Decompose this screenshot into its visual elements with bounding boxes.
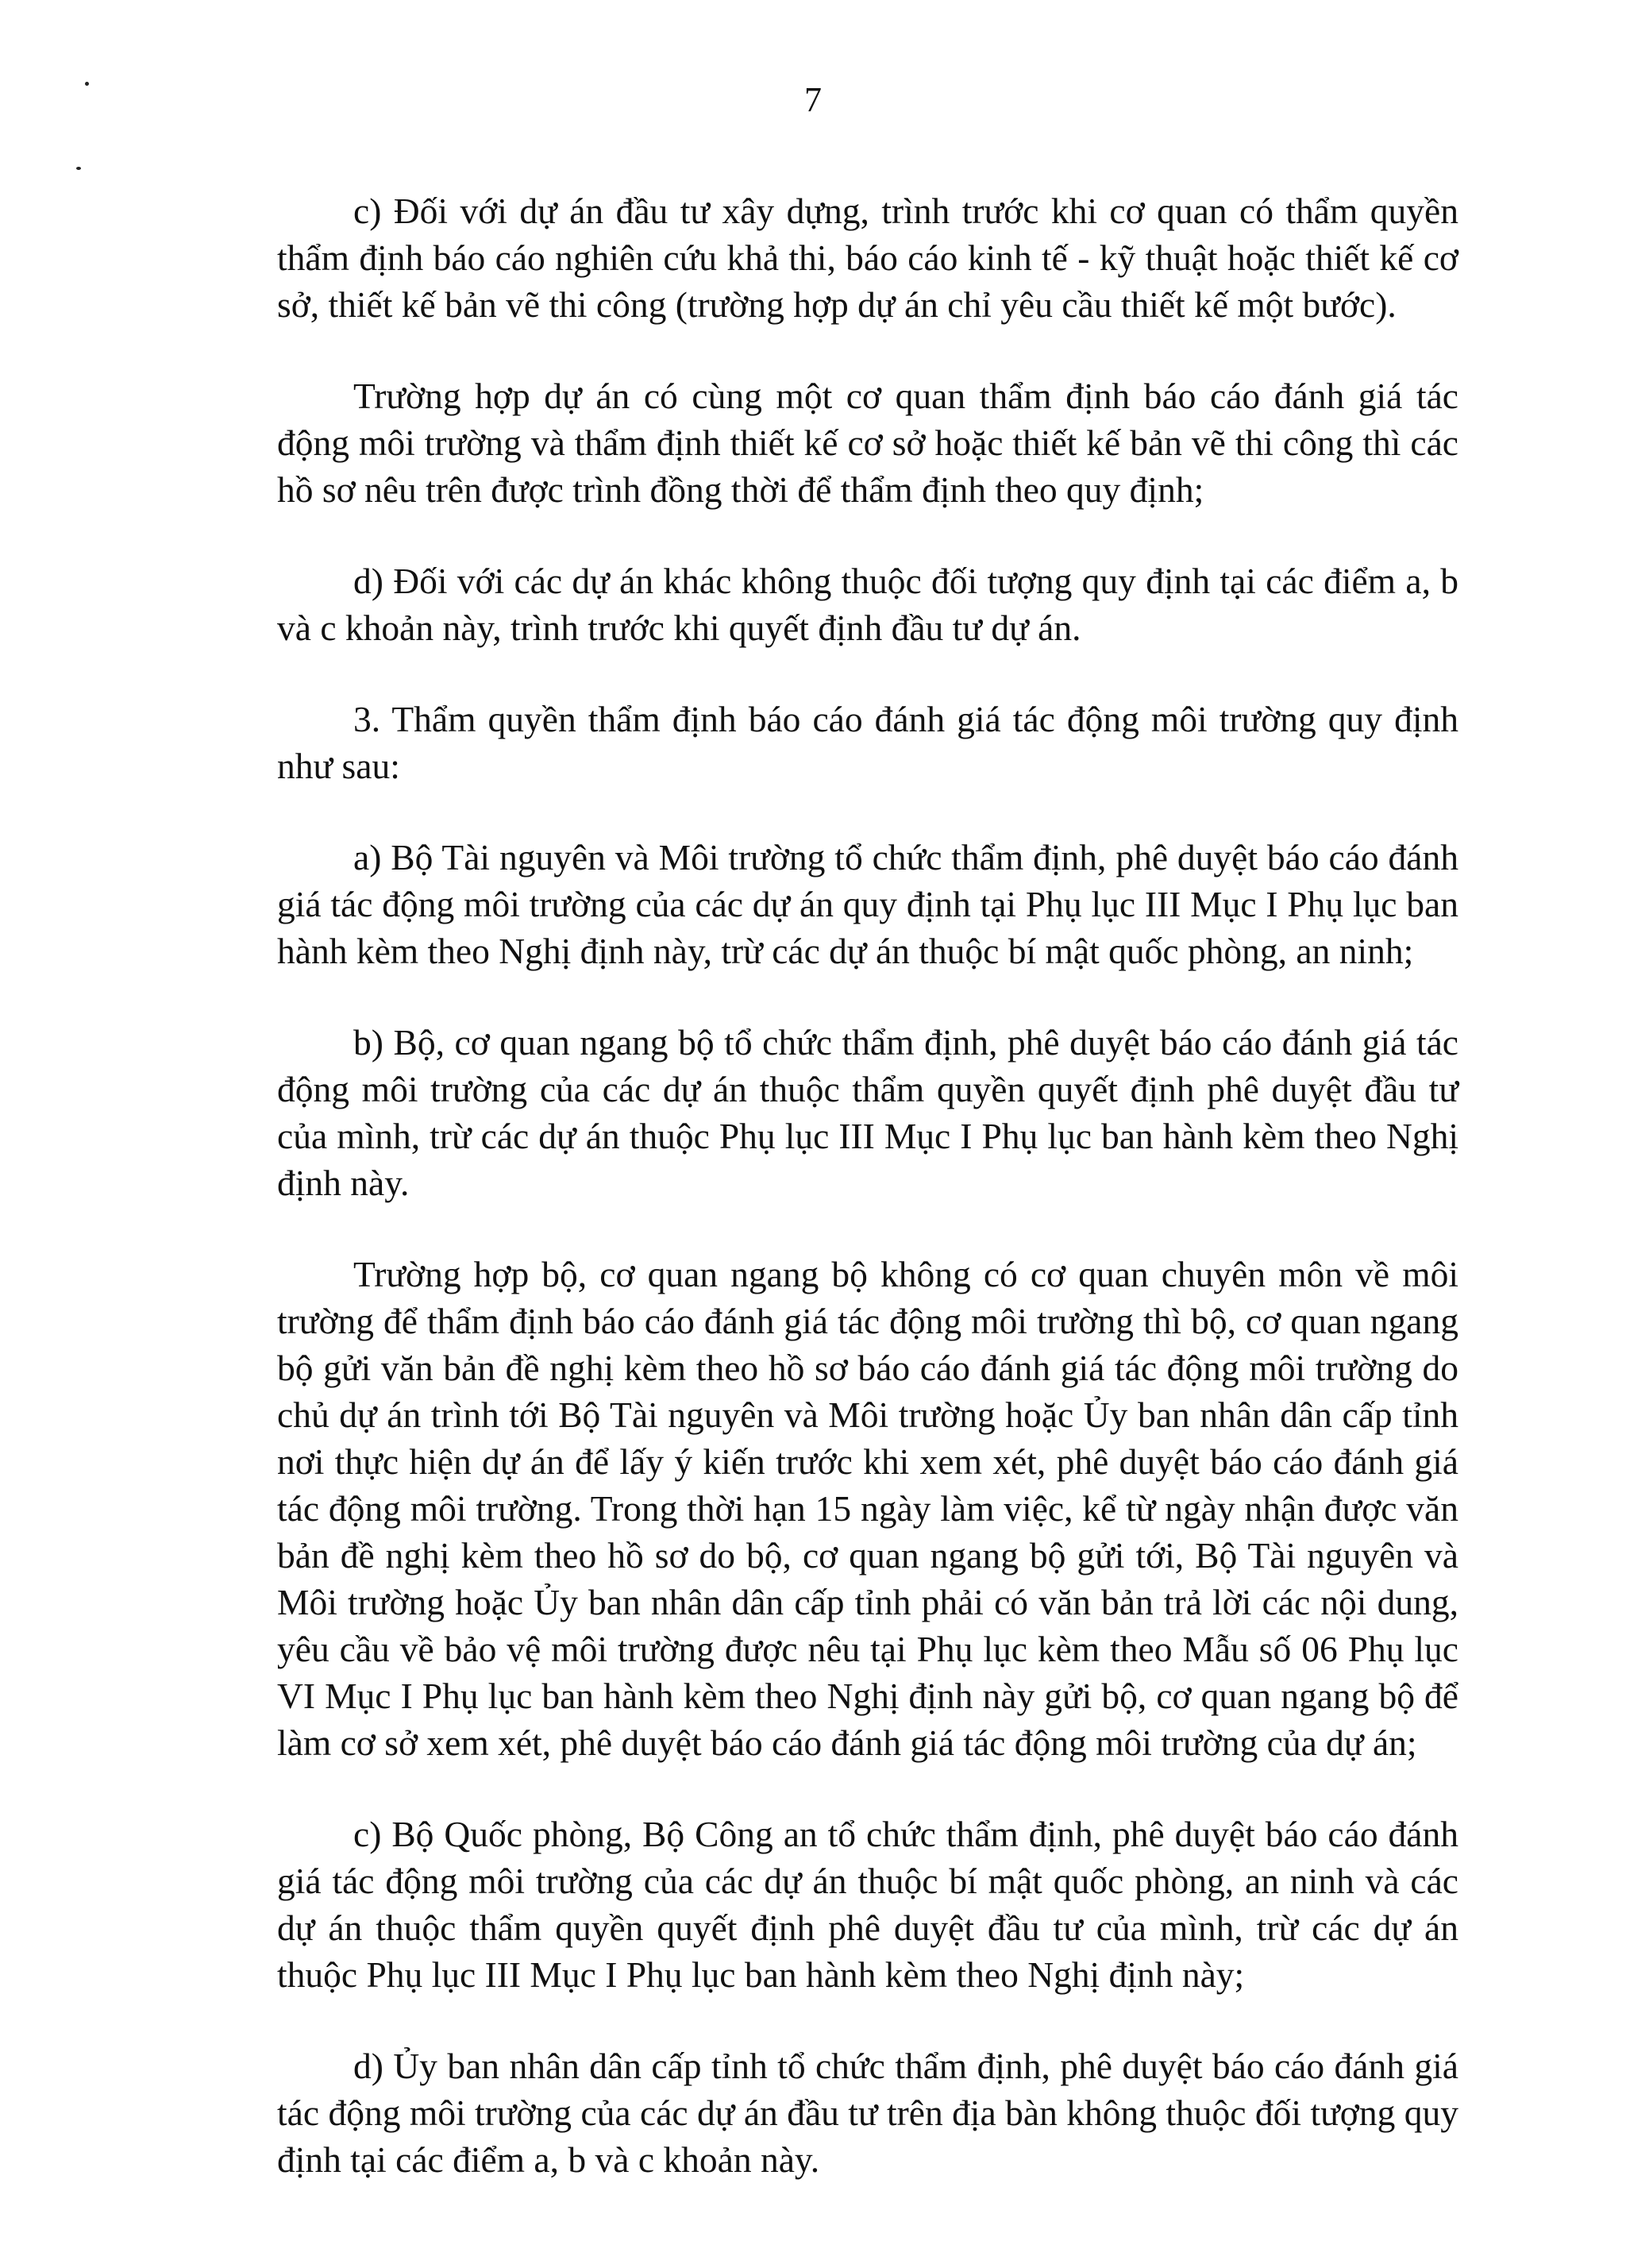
paragraph-3b: b) Bộ, cơ quan ngang bộ tổ chức thẩm định, phê duyệt báo cáo đánh giá tác động môi trường của các dự án thuộc thẩm quyền quyết định phê duyệt đầu tư của mình, trừ các dự án thuộc Phụ lục III Mục I Phụ lục ban hành kèm theo Nghị định này. xyxy=(277,1022,1458,1203)
scan-speck xyxy=(85,82,89,86)
paragraph-3d: d) Ủy ban nhân dân cấp tỉnh tổ chức thẩm định, phê duyệt báo cáo đánh giá tác động môi trường của các dự án đầu tư trên địa bàn không thuộc đối tượng quy định tại các điểm a, b và c khoản này. xyxy=(277,2046,1458,2180)
paragraph-2d: d) Đối với các dự án khác không thuộc đối tượng quy định tại các điểm a, b và c khoản này, trình trước khi quyết định đầu tư dự án. xyxy=(277,561,1458,648)
document-body xyxy=(277,187,1458,2183)
paragraph-2c-note: Trường hợp dự án có cùng một cơ quan thẩm định báo cáo đánh giá tác động môi trường và thẩm định thiết kế cơ sở hoặc thiết kế bản vẽ thi công thì các hồ sơ nêu trên được trình đồng thời để thẩm định theo quy định; xyxy=(277,376,1458,510)
paragraph-3c: c) Bộ Quốc phòng, Bộ Công an tổ chức thẩm định, phê duyệt báo cáo đánh giá tác động môi trường của các dự án thuộc bí mật quốc phòng, an ninh và các dự án thuộc thẩm quyền quyết định phê duyệt đầu tư của mình, trừ các dự án thuộc Phụ lục III Mục I Phụ lục ban hành kèm theo Nghị định này; xyxy=(277,1814,1458,1995)
paragraph-3a: a) Bộ Tài nguyên và Môi trường tổ chức thẩm định, phê duyệt báo cáo đánh giá tác động môi trường của các dự án quy định tại Phụ lục III Mục I Phụ lục ban hành kèm theo Nghị định này, trừ các dự án thuộc bí mật quốc phòng, an ninh; xyxy=(277,837,1458,971)
paragraph-2c: c) Đối với dự án đầu tư xây dựng, trình trước khi cơ quan có thẩm quyền thẩm định báo cáo nghiên cứu khả thi, báo cáo kinh tế - kỹ thuật hoặc thiết kế cơ sở, thiết kế bản vẽ thi công (trường hợp dự án chỉ yêu cầu thiết kế một bước). xyxy=(277,191,1458,325)
scan-speck xyxy=(76,167,81,170)
paragraph-3: 3. Thẩm quyền thẩm định báo cáo đánh giá tác động môi trường quy định như sau: xyxy=(277,699,1458,786)
paragraph-3b-note: Trường hợp bộ, cơ quan ngang bộ không có cơ quan chuyên môn về môi trường để thẩm định báo cáo đánh giá tác động môi trường thì bộ, cơ quan ngang bộ gửi văn bản đề nghị kèm theo hồ sơ báo cáo đánh giá tác động môi trường do chủ dự án trình tới Bộ Tài nguyên và Môi trường hoặc Ủy ban nhân dân cấp tỉnh nơi thực hiện dự án để lấy ý kiến trước khi xem xét, phê duyệt báo cáo đánh giá tác động môi trường. Trong thời hạn 15 ngày làm việc, kể từ ngày nhận được văn bản đề nghị kèm theo hồ sơ do bộ, cơ quan ngang bộ gửi tới, Bộ Tài nguyên và Môi trường hoặc Ủy ban nhân dân cấp tỉnh phải có văn bản trả lời các nội dung, yêu cầu về bảo vệ môi trường được nêu tại Phụ lục kèm theo Mẫu số 06 Phụ lục VI Mục I Phụ lục ban hành kèm theo Nghị định này gửi bộ, cơ quan ngang bộ để làm cơ sở xem xét, phê duyệt báo cáo đánh giá tác động môi trường của dự án; xyxy=(277,1254,1458,1763)
page-number: 7 xyxy=(804,80,822,119)
